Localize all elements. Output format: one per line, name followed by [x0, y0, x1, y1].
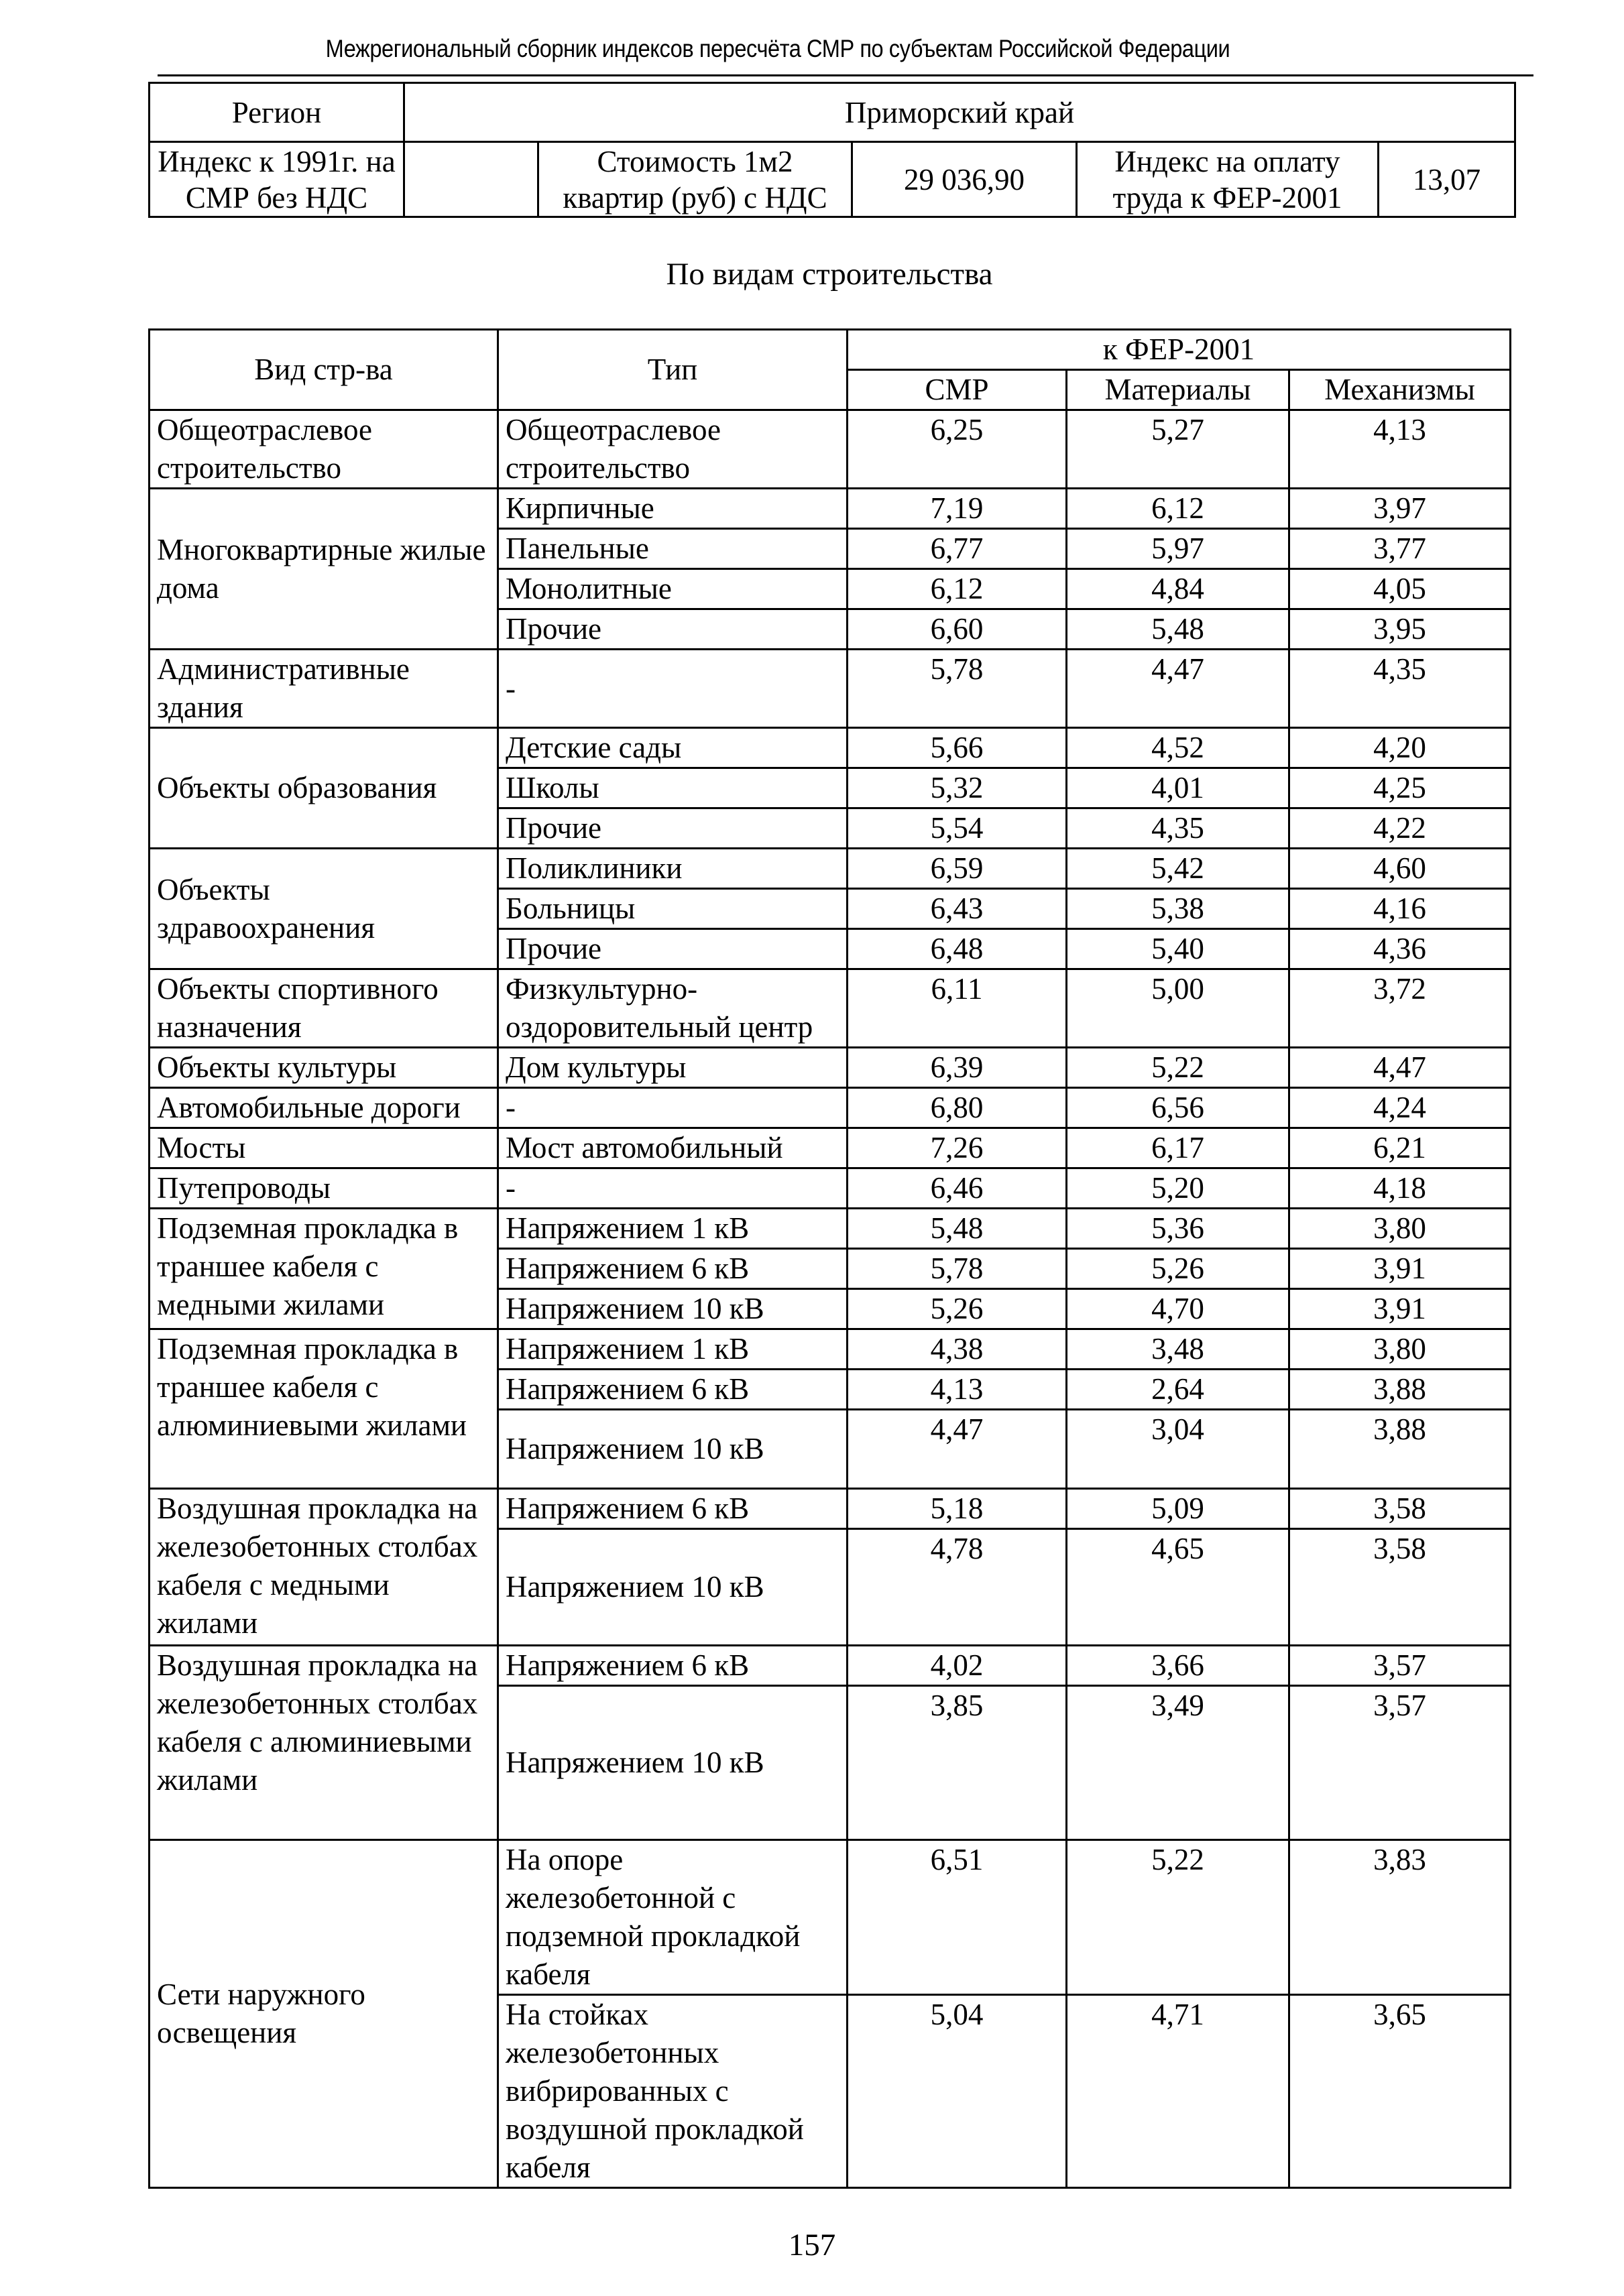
mechanisms-cell: 4,60: [1289, 849, 1511, 889]
table-row: [150, 1209, 1511, 1249]
smr-cell: 6,48: [848, 929, 1067, 969]
header-kind: Вид стр-ва: [150, 330, 498, 410]
materials-cell: 6,12: [1067, 489, 1289, 529]
table-row: [150, 1840, 1511, 1995]
materials-cell: 3,04: [1067, 1410, 1289, 1489]
type-cell: Прочие: [498, 929, 848, 969]
mechanisms-cell: 3,83: [1289, 1840, 1511, 1995]
header-materials: Материалы: [1067, 370, 1289, 410]
materials-cell: 4,47: [1067, 650, 1289, 728]
index-label: Индекс к 1991г. на СМР без НДС: [150, 142, 404, 217]
smr-cell: 6,80: [848, 1088, 1067, 1128]
region-value: Приморский край: [404, 83, 1515, 142]
type-cell: Школы: [498, 768, 848, 808]
kind-cell: Многоквартирные жилые дома: [150, 489, 498, 650]
materials-cell: 5,26: [1067, 1249, 1289, 1289]
mechanisms-cell: 6,21: [1289, 1128, 1511, 1168]
type-cell: Напряжением 10 кВ: [498, 1410, 848, 1489]
mechanisms-cell: 4,25: [1289, 768, 1511, 808]
smr-cell: 7,26: [848, 1128, 1067, 1168]
mechanisms-cell: 3,77: [1289, 529, 1511, 569]
kind-cell: Подземная прокладка в траншее кабеля с алюминиевыми жилами: [150, 1329, 498, 1489]
smr-cell: 4,47: [848, 1410, 1067, 1489]
mechanisms-cell: 4,35: [1289, 650, 1511, 728]
smr-cell: 6,59: [848, 849, 1067, 889]
kind-cell: Объекты культуры: [150, 1048, 498, 1088]
kind-cell: Подземная прокладка в траншее кабеля с медными жилами: [150, 1209, 498, 1329]
smr-cell: 5,48: [848, 1209, 1067, 1249]
table-row: [150, 489, 1511, 529]
kind-cell: Мосты: [150, 1128, 498, 1168]
smr-cell: 4,02: [848, 1646, 1067, 1686]
mechanisms-cell: 3,97: [1289, 489, 1511, 529]
type-cell: На опоре железобетонной с подземной прокладкой кабеля: [498, 1840, 848, 1995]
type-cell: -: [498, 650, 848, 728]
mechanisms-cell: 3,58: [1289, 1489, 1511, 1529]
materials-cell: 3,66: [1067, 1646, 1289, 1686]
smr-cell: 6,46: [848, 1168, 1067, 1209]
document-header: Межрегиональный сборник индексов пересчёта СМР по субъектам Российской Федерации: [325, 35, 1230, 62]
type-cell: -: [498, 1168, 848, 1209]
smr-cell: 6,39: [848, 1048, 1067, 1088]
table-row: [150, 1329, 1511, 1370]
smr-cell: 4,13: [848, 1370, 1067, 1410]
mechanisms-cell: 4,16: [1289, 889, 1511, 929]
table-row: [150, 650, 1511, 728]
type-cell: Панельные: [498, 529, 848, 569]
smr-cell: 5,54: [848, 808, 1067, 849]
type-cell: Прочие: [498, 609, 848, 650]
smr-cell: 5,78: [848, 650, 1067, 728]
materials-cell: 5,36: [1067, 1209, 1289, 1249]
type-cell: Дом культуры: [498, 1048, 848, 1088]
type-cell: Напряжением 1 кВ: [498, 1329, 848, 1370]
type-cell: Монолитные: [498, 569, 848, 609]
materials-cell: 6,56: [1067, 1088, 1289, 1128]
type-cell: Напряжением 6 кВ: [498, 1249, 848, 1289]
header-fer: к ФЕР-2001: [848, 330, 1511, 370]
smr-cell: 5,32: [848, 768, 1067, 808]
kind-cell: Воздушная прокладка на железобетонных столбах кабеля с медными жилами: [150, 1489, 498, 1646]
type-cell: Напряжением 10 кВ: [498, 1529, 848, 1646]
mechanisms-cell: 3,91: [1289, 1249, 1511, 1289]
kind-cell: Путепроводы: [150, 1168, 498, 1209]
mechanisms-cell: 3,88: [1289, 1410, 1511, 1489]
mechanisms-cell: 3,58: [1289, 1529, 1511, 1646]
table-row: [150, 1088, 1511, 1128]
wage-index-label: Индекс на оплату труда к ФЕР-2001: [1077, 142, 1379, 217]
kind-cell: Объекты здравоохранения: [150, 849, 498, 969]
mechanisms-cell: 4,47: [1289, 1048, 1511, 1088]
table-row: [150, 1646, 1511, 1686]
wage-index-value: 13,07: [1379, 142, 1515, 217]
mechanisms-cell: 3,80: [1289, 1329, 1511, 1370]
materials-cell: 5,22: [1067, 1840, 1289, 1995]
type-cell: Напряжением 1 кВ: [498, 1209, 848, 1249]
materials-cell: 4,35: [1067, 808, 1289, 849]
type-cell: Физкультурно-оздоровительный центр: [498, 969, 848, 1048]
mechanisms-cell: 4,24: [1289, 1088, 1511, 1128]
materials-cell: 4,01: [1067, 768, 1289, 808]
smr-cell: 6,60: [848, 609, 1067, 650]
smr-cell: 5,18: [848, 1489, 1067, 1529]
mechanisms-cell: 3,88: [1289, 1370, 1511, 1410]
materials-cell: 5,48: [1067, 609, 1289, 650]
table-row: [150, 969, 1511, 1048]
smr-cell: 7,19: [848, 489, 1067, 529]
smr-cell: 5,66: [848, 728, 1067, 768]
mechanisms-cell: 3,65: [1289, 1995, 1511, 2188]
mechanisms-cell: 4,20: [1289, 728, 1511, 768]
cost-label: Стоимость 1м2 квартир (руб) с НДС: [538, 142, 852, 217]
table-row: [150, 1128, 1511, 1168]
materials-cell: 5,09: [1067, 1489, 1289, 1529]
materials-cell: 4,84: [1067, 569, 1289, 609]
smr-cell: 5,26: [848, 1289, 1067, 1329]
type-cell: Детские сады: [498, 728, 848, 768]
table-row: [150, 1168, 1511, 1209]
smr-cell: 6,51: [848, 1840, 1067, 1995]
header-type: Тип: [498, 330, 848, 410]
mechanisms-cell: 4,05: [1289, 569, 1511, 609]
smr-cell: 5,78: [848, 1249, 1067, 1289]
type-cell: Напряжением 6 кВ: [498, 1370, 848, 1410]
mechanisms-cell: 3,72: [1289, 969, 1511, 1048]
index-value: [404, 142, 538, 217]
kind-cell: Объекты образования: [150, 728, 498, 849]
header-rule: [158, 74, 1533, 76]
mechanisms-cell: 4,13: [1289, 410, 1511, 489]
kind-cell: Административные здания: [150, 650, 498, 728]
kind-cell: Воздушная прокладка на железобетонных столбах кабеля с алюминиевыми жилами: [150, 1646, 498, 1840]
kind-cell: Объекты спортивного назначения: [150, 969, 498, 1048]
type-cell: Напряжением 6 кВ: [498, 1646, 848, 1686]
table-row: [150, 849, 1511, 889]
materials-cell: 5,97: [1067, 529, 1289, 569]
type-cell: Прочие: [498, 808, 848, 849]
type-cell: Мост автомобильный: [498, 1128, 848, 1168]
materials-cell: 4,71: [1067, 1995, 1289, 2188]
construction-index-table: [148, 328, 1511, 2189]
smr-cell: 4,78: [848, 1529, 1067, 1646]
table-row: [150, 728, 1511, 768]
materials-cell: 3,48: [1067, 1329, 1289, 1370]
type-cell: Общеотраслевое строительство: [498, 410, 848, 489]
mechanisms-cell: 3,57: [1289, 1646, 1511, 1686]
materials-cell: 5,42: [1067, 849, 1289, 889]
table-row: [150, 1048, 1511, 1088]
kind-cell: Сети наружного освещения: [150, 1840, 498, 2188]
smr-cell: 3,85: [848, 1686, 1067, 1840]
mechanisms-cell: 3,95: [1289, 609, 1511, 650]
type-cell: Напряжением 6 кВ: [498, 1489, 848, 1529]
materials-cell: 4,52: [1067, 728, 1289, 768]
smr-cell: 6,43: [848, 889, 1067, 929]
mechanisms-cell: 4,18: [1289, 1168, 1511, 1209]
type-cell: Больницы: [498, 889, 848, 929]
materials-cell: 5,00: [1067, 969, 1289, 1048]
summary-table: [148, 82, 1516, 218]
materials-cell: 5,20: [1067, 1168, 1289, 1209]
mechanisms-cell: 4,22: [1289, 808, 1511, 849]
materials-cell: 4,65: [1067, 1529, 1289, 1646]
smr-cell: 6,12: [848, 569, 1067, 609]
kind-cell: Автомобильные дороги: [150, 1088, 498, 1128]
type-cell: Напряжением 10 кВ: [498, 1686, 848, 1840]
mechanisms-cell: 3,91: [1289, 1289, 1511, 1329]
materials-cell: 5,38: [1067, 889, 1289, 929]
kind-cell: Общеотраслевое строительство: [150, 410, 498, 489]
table-row: [150, 1489, 1511, 1529]
cost-value: 29 036,90: [852, 142, 1077, 217]
materials-cell: 5,40: [1067, 929, 1289, 969]
mechanisms-cell: 3,57: [1289, 1686, 1511, 1840]
materials-cell: 3,49: [1067, 1686, 1289, 1840]
smr-cell: 6,25: [848, 410, 1067, 489]
smr-cell: 6,77: [848, 529, 1067, 569]
materials-cell: 5,22: [1067, 1048, 1289, 1088]
section-subtitle: По видам строительства: [666, 257, 993, 292]
type-cell: На стойках железобетонных вибрированных с воздушной прокладкой кабеля: [498, 1995, 848, 2188]
type-cell: Кирпичные: [498, 489, 848, 529]
materials-cell: 4,70: [1067, 1289, 1289, 1329]
header-smr: СМР: [848, 370, 1067, 410]
region-label: Регион: [150, 83, 404, 142]
materials-cell: 5,27: [1067, 410, 1289, 489]
table-row: [150, 410, 1511, 489]
mechanisms-cell: 3,80: [1289, 1209, 1511, 1249]
smr-cell: 5,04: [848, 1995, 1067, 2188]
materials-cell: 6,17: [1067, 1128, 1289, 1168]
smr-cell: 6,11: [848, 969, 1067, 1048]
page-number: 157: [788, 2228, 836, 2262]
smr-cell: 4,38: [848, 1329, 1067, 1370]
type-cell: Напряжением 10 кВ: [498, 1289, 848, 1329]
header-mechanisms: Механизмы: [1289, 370, 1511, 410]
type-cell: Поликлиники: [498, 849, 848, 889]
materials-cell: 2,64: [1067, 1370, 1289, 1410]
type-cell: -: [498, 1088, 848, 1128]
mechanisms-cell: 4,36: [1289, 929, 1511, 969]
